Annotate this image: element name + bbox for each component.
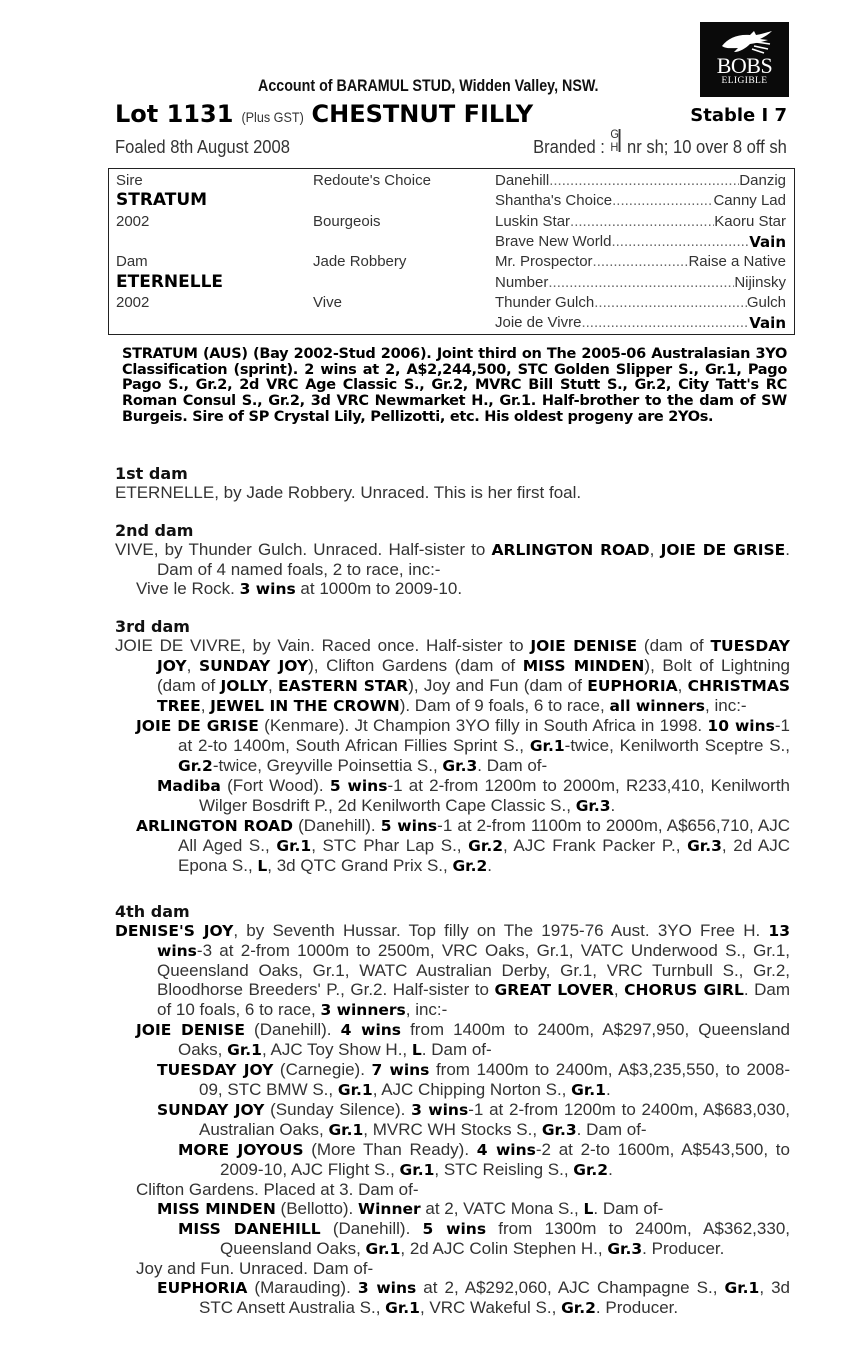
brand-info xyxy=(533,127,787,158)
logo-subtitle: ELIGIBLE xyxy=(721,76,768,86)
bold-highlight: L xyxy=(411,1041,422,1059)
bold-highlight: 3 wins xyxy=(357,1279,417,1297)
bold-highlight: L xyxy=(257,857,268,875)
pedigree-entry: DENISE'S JOY, by Seventh Hussar. Top filly on The 1975-76 Aust. 3YO Free H. 13 wins-3 at 2-from 1000m to 2500m, VRC Oaks, Gr.1, VATC Underwood S., Gr.1, Queensland Oaks, Gr.1, WATC Australian Derby, Gr.1, VRC Turnbull S., Gr.2, Bloodhorse Breeders' P., Gr.2. Half-sister to GREAT LOVER, CHORUS GIRL. Dam of 10 foals, 6 to race, 3 winners, inc:- xyxy=(115,921,790,1019)
pedigree-entry: ARLINGTON ROAD (Danehill). 5 wins-1 at 2-from 1100m to 2000m, A$656,710, AJC All Aged S., Gr.1, STC Phar Lap S., Gr.2, AJC Frank Packer P., Gr.3, 2d AJC Epona S., L, 3d QTC Grand Prix S., Gr.2. xyxy=(136,816,790,875)
vendor-account: Account of BARAMUL STUD, Widden Valley, NSW. xyxy=(258,76,599,95)
pedigree-table xyxy=(108,168,795,335)
dam-section xyxy=(115,464,790,502)
pedigree-parent-cell: 2002 xyxy=(116,293,150,311)
pedigree-entry: EUPHORIA (Marauding). 3 wins at 2, A$292,060, AJC Champagne S., Gr.1, 3d STC Ansett Australia S., Gr.1, VRC Wakeful S., Gr.2. Producer. xyxy=(157,1278,790,1317)
ancestor-name: Number xyxy=(495,273,549,291)
pedigree-grandparent-cell: Jade Robbery xyxy=(313,253,407,271)
ancestor-name: Thunder Gulch xyxy=(495,293,595,311)
dam-section xyxy=(115,902,790,1318)
foaled-date: Foaled 8th August 2008 xyxy=(115,137,290,157)
bold-highlight: 7 wins xyxy=(371,1061,430,1079)
pedigree-parent-cell: STRATUM xyxy=(116,190,208,211)
ancestor-name: Shantha's Choice xyxy=(495,192,613,210)
bold-highlight: Gr.1 xyxy=(276,837,312,855)
ancestor-name: Joie de Vivre xyxy=(495,314,582,332)
ancestor-name: Luskin Star xyxy=(495,212,571,230)
bold-highlight: Gr.3 xyxy=(442,757,478,775)
bold-highlight: Gr.3 xyxy=(575,797,611,815)
ancestor-sire: Raise a Native xyxy=(688,253,786,271)
bold-highlight: MORE JOYOUS xyxy=(178,1141,304,1159)
sire-summary: STRATUM (AUS) (Bay 2002-Stud 2006). Joint third on The 2005-06 Australasian 3YO Classification (sprint). 2 wins at 2, A$2,244,500, STC Golden Slipper S., Gr.1, Pago Pago S., Gr.2, 2d VRC Age Classic S., Gr.2, MVRC Bill Stutt S., Gr.2, City Tatt's RC Roman Consul S., Gr.2, 3d VRC Newmarket H., Gr.1. Half-brother to the dam of SW Burgeis. Sire of SP Crystal Lily, Pellizotti, etc. His oldest progeny are 2YOs. xyxy=(122,346,787,425)
pedigree-entry: MISS DANEHILL (Danehill). 5 wins from 1300m to 2400m, A$362,330, Queensland Oaks, Gr.1, 2d AJC Colin Stephen H., Gr.3. Producer. xyxy=(178,1219,790,1258)
bold-highlight: all winners xyxy=(609,697,706,715)
ancestor-sire: Vain xyxy=(749,314,786,333)
bold-highlight: Gr.3 xyxy=(687,837,722,855)
section-heading: 3rd dam xyxy=(115,617,190,636)
bold-highlight: JOIE DE GRISE xyxy=(660,541,786,559)
pedigree-entry: Joy and Fun. Unraced. Dam of- xyxy=(136,1259,374,1278)
pedigree-entry: JOIE DENISE (Danehill). 4 wins from 1400m to 2400m, A$297,950, Queensland Oaks, Gr.1, AJC Toy Show H., L. Dam of- xyxy=(136,1020,790,1059)
dam-section xyxy=(115,617,790,876)
lot-title xyxy=(115,100,533,128)
pedigree-entry: VIVE, by Thunder Gulch. Unraced. Half-sister to ARLINGTON ROAD, JOIE DE GRISE. Dam of 4 named foals, 2 to race, inc:- xyxy=(115,540,790,579)
bold-highlight: Gr.1 xyxy=(337,1081,373,1099)
pedigree-parent-cell: 2002 xyxy=(116,212,150,230)
pedigree-entry: JOIE DE GRISE (Kenmare). Jt Champion 3YO filly in South Africa in 1998. 10 wins-1 at 2-to 1400m, South African Fillies Sprint S., Gr.1-twice, Kenilworth Sceptre S., Gr.2-twice, Greyville Poinsettia S., Gr.3. Dam of- xyxy=(136,716,791,775)
bold-highlight: GREAT LOVER xyxy=(494,981,614,999)
pedigree-row xyxy=(109,311,794,332)
ancestor-name: Mr. Prospector xyxy=(495,253,593,271)
bold-highlight: Gr.2 xyxy=(178,757,213,775)
bold-highlight: Gr.2 xyxy=(573,1161,609,1179)
pedigree-grandparent-cell: Bourgeois xyxy=(313,212,381,230)
brand-mark-top: G xyxy=(610,127,620,141)
section-heading: 4th dam xyxy=(115,902,190,921)
pedigree-entry: Clifton Gardens. Placed at 3. Dam of- xyxy=(136,1180,419,1199)
bold-highlight: Gr.1 xyxy=(571,1081,606,1099)
pedigree-grandparent-cell: Redoute's Choice xyxy=(313,172,431,189)
pedigree-entry: SUNDAY JOY (Sunday Silence). 3 wins-1 at 2-from 1200m to 2400m, A$683,030, Australian Oaks, Gr.1, MVRC WH Stocks S., Gr.3. Dam of- xyxy=(157,1100,791,1139)
bold-highlight: CHRISTMAS TREE xyxy=(157,677,790,715)
section-heading: 1st dam xyxy=(115,464,188,483)
bold-highlight: CHORUS GIRL xyxy=(624,981,744,999)
dot-leader xyxy=(594,294,747,311)
bold-highlight: JOIE DE GRISE xyxy=(136,717,259,735)
bold-highlight: 4 wins xyxy=(340,1021,402,1039)
bold-highlight: EUPHORIA xyxy=(587,677,678,695)
bold-highlight: Winner xyxy=(358,1200,421,1218)
pedigree-entry: MORE JOYOUS (More Than Ready). 4 wins-2 at 2-to 1600m, A$543,500, to 2009-10, AJC Flight S., Gr.1, STC Reisling S., Gr.2. xyxy=(178,1140,790,1179)
bold-highlight: Gr.1 xyxy=(365,1240,401,1258)
pedigree-row xyxy=(109,230,794,251)
bold-highlight: Gr.3 xyxy=(541,1121,577,1139)
branded-label: Branded : xyxy=(533,137,606,157)
bold-highlight: Gr.1 xyxy=(529,737,565,755)
pedigree-entry: Madiba (Fort Wood). 5 wins-1 at 2-from 1200m to 2000m, R233,410, Kenilworth Wilger Bosdrift P., 2d Kenilworth Cape Classic S., Gr.3. xyxy=(157,776,791,815)
pedigree-row xyxy=(109,189,794,210)
plus-gst-note: (Plus GST) xyxy=(241,109,304,125)
bold-highlight: TUESDAY JOY xyxy=(157,1061,274,1079)
pedigree-ancestor-cell xyxy=(495,213,786,230)
dot-leader xyxy=(548,274,734,291)
ancestor-sire: Canny Lad xyxy=(713,192,786,210)
bold-highlight: Gr.1 xyxy=(328,1121,364,1139)
bold-highlight: Madiba xyxy=(157,777,221,795)
stable-location: Stable I 7 xyxy=(690,105,787,126)
ancestor-name: Danehill xyxy=(495,172,550,189)
bold-highlight: L xyxy=(583,1200,594,1218)
brand-details: nr sh; 10 over 8 off sh xyxy=(627,137,787,157)
dot-leader xyxy=(581,314,749,332)
bold-highlight: JOIE DENISE xyxy=(136,1021,245,1039)
bold-highlight: TUESDAY JOY xyxy=(157,637,790,675)
bold-highlight: SUNDAY JOY xyxy=(157,1101,265,1119)
pedigree-entry: ETERNELLE, by Jade Robbery. Unraced. This is her first foal. xyxy=(115,483,582,502)
ancestor-sire: Vain xyxy=(749,232,786,251)
dot-leader xyxy=(549,172,739,189)
dot-leader xyxy=(612,192,713,209)
bold-highlight: Gr.2 xyxy=(452,857,488,875)
pedigree-parent-cell: ETERNELLE xyxy=(116,271,224,292)
bold-highlight: 5 wins xyxy=(329,777,388,795)
bold-highlight: JEWEL IN THE CROWN xyxy=(210,697,400,715)
pedigree-ancestor-cell xyxy=(495,192,786,209)
pedigree-row xyxy=(109,271,794,292)
ancestor-sire: Nijinsky xyxy=(734,273,786,291)
bobs-eligible-logo xyxy=(700,22,789,97)
lot-description: CHESTNUT FILLY xyxy=(311,100,534,128)
pedigree-row xyxy=(109,250,794,271)
bold-highlight: ARLINGTON ROAD xyxy=(136,817,294,835)
ancestor-sire: Gulch xyxy=(746,293,786,311)
pedigree-parent-cell: Dam xyxy=(116,253,148,271)
bold-highlight: Gr.1 xyxy=(724,1279,760,1297)
dam-section xyxy=(115,521,790,599)
bold-highlight: Gr.2 xyxy=(468,837,504,855)
bold-highlight: ARLINGTON ROAD xyxy=(491,541,650,559)
pedigree-grandparent-cell: Vive xyxy=(313,293,342,311)
dot-leader xyxy=(593,253,689,270)
bold-highlight: 3 wins xyxy=(239,580,296,598)
lot-number: Lot 1131 xyxy=(115,100,234,128)
section-heading: 2nd dam xyxy=(115,521,194,540)
pedigree-row xyxy=(109,169,794,190)
ancestor-sire: Kaoru Star xyxy=(714,212,786,230)
bold-highlight: SUNDAY JOY xyxy=(198,657,309,675)
ancestor-sire: Danzig xyxy=(739,172,786,189)
bold-highlight: EUPHORIA xyxy=(157,1279,248,1297)
bold-highlight: MISS MINDEN xyxy=(522,657,645,675)
bold-highlight: MISS DANEHILL xyxy=(178,1220,321,1238)
pedigree-ancestor-cell xyxy=(495,294,786,311)
pedigree-ancestor-cell xyxy=(495,314,786,332)
logo-title: BOBS xyxy=(716,53,773,78)
pedigree-entry: JOIE DE VIVRE, by Vain. Raced once. Half-sister to JOIE DENISE (dam of TUESDAY JOY, SUNDAY JOY), Clifton Gardens (dam of MISS MINDEN), Bolt of Lightning (dam of JOLLY, EASTERN STAR), Joy and Fun (dam of EUPHORIA, CHRISTMAS TREE, JEWEL IN THE CROWN). Dam of 9 foals, 6 to race, all winners, inc:- xyxy=(115,636,791,715)
bold-highlight: Gr.1 xyxy=(385,1299,420,1317)
ancestor-name: Brave New World xyxy=(495,232,612,250)
bold-highlight: Gr.3 xyxy=(607,1240,643,1258)
bold-highlight: JOLLY xyxy=(220,677,268,695)
pedigree-entry: TUESDAY JOY (Carnegie). 7 wins from 1400m to 2400m, A$3,235,550, to 2008-09, STC BMW S., Gr.1, AJC Chipping Norton S., Gr.1. xyxy=(157,1060,790,1099)
pedigree-ancestor-cell xyxy=(495,233,786,251)
pedigree-row xyxy=(109,291,794,312)
bold-highlight: 13 wins xyxy=(157,922,790,960)
pedigree-ancestor-cell xyxy=(495,172,786,189)
horse-head-icon xyxy=(716,28,774,56)
bold-highlight: MISS MINDEN xyxy=(157,1200,276,1218)
dot-leader xyxy=(611,233,749,251)
pedigree-ancestor-cell xyxy=(495,274,786,291)
pedigree-row xyxy=(109,210,794,231)
bold-highlight: 3 winners xyxy=(320,1001,406,1019)
pedigree-ancestor-cell xyxy=(495,253,786,270)
pedigree-entry: MISS MINDEN (Bellotto). Winner at 2, VATC Mona S., L. Dam of- xyxy=(157,1199,664,1218)
bold-highlight: JOIE DENISE xyxy=(530,637,638,655)
bold-highlight: EASTERN STAR xyxy=(277,677,409,695)
bold-highlight: 5 wins xyxy=(380,817,438,835)
pedigree-parent-cell: Sire xyxy=(116,172,143,189)
pedigree-entry: Vive le Rock. 3 wins at 1000m to 2009-10. xyxy=(136,579,463,598)
bold-highlight: 3 wins xyxy=(411,1101,469,1119)
bold-highlight: Gr.1 xyxy=(227,1041,262,1059)
brand-mark-bar xyxy=(619,129,620,152)
brand-mark-bottom: H xyxy=(610,140,619,154)
brand-mark-icon xyxy=(610,127,623,155)
bold-highlight: Gr.2 xyxy=(561,1299,596,1317)
bold-highlight: 5 wins xyxy=(422,1220,487,1238)
bold-highlight: Gr.1 xyxy=(399,1161,435,1179)
bold-highlight: 10 wins xyxy=(707,717,775,735)
bold-highlight: 4 wins xyxy=(476,1141,536,1159)
dot-leader xyxy=(570,213,714,230)
bold-highlight: DENISE'S JOY xyxy=(115,922,234,940)
